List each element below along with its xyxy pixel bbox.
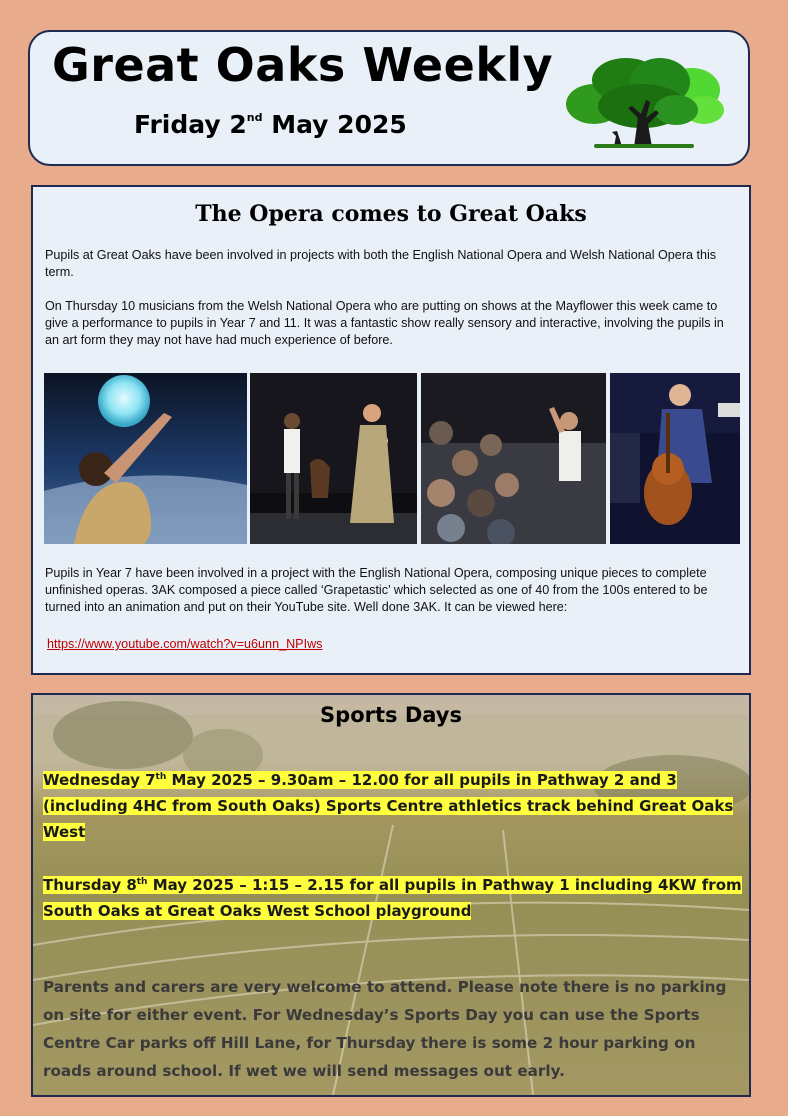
masthead <box>28 30 750 166</box>
opera-paragraph-1: Pupils at Great Oaks have been involved in projects with both the English National Opera and Welsh National Opera this term. <box>45 248 717 279</box>
opera-paragraph-3: Pupils in Year 7 have been involved in a project with the English National Opera, composing unique pieces to complete unfinished operas. 3AK composed a piece called ‘Grapetastic’ which selected as one of 40 from the 100s entered to be turned into an animation and put on their YouTube site. Well done 3AK. It can be viewed here: <box>45 566 708 614</box>
youtube-link[interactable]: https://www.youtube.com/watch?v=u6unn_NPIws <box>47 637 323 651</box>
oak-tree-icon <box>564 52 726 150</box>
issue-date: Friday 2nd May 2025 <box>134 110 407 139</box>
parents-notice: Parents and carers are very welcome to attend. Please note there is no parking on site for either event. For Wednesday’s Sports Day you can use the Sports Centre Car parks off Hill Lane, for Thursday there is some 2 hour parking on roads around school. If wet we will send messages out early. <box>43 978 727 1080</box>
newsletter-title: Great Oaks Weekly <box>52 38 554 92</box>
opera-section <box>31 185 751 675</box>
cellist-photo <box>610 373 740 544</box>
sports-event-thursday: Thursday 8th May 2025 – 1:15 – 2.15 for all pupils in Pathway 1 including 4KW from South Oaks at Great Oaks West School playground <box>43 876 742 920</box>
sports-days-section <box>31 693 751 1097</box>
singers-with-lanterns-photo <box>250 373 417 544</box>
opera-paragraph-2: On Thursday 10 musicians from the Welsh National Opera who are putting on shows at the Mayflower this week came to give a performance to pupils in Year 7 and 11. It was a fantastic show really sensory and interactive, involving the pupils in an art form they may not have had much experience of before. <box>45 299 724 347</box>
sports-event-wednesday: Wednesday 7th May 2025 – 9.30am – 12.00 for all pupils in Pathway 2 and 3 (including 4HC from South Oaks) Sports Centre athletics track behind Great Oaks West <box>43 771 734 841</box>
sports-heading: Sports Days <box>320 703 462 727</box>
performer-with-glowing-orb-photo <box>44 373 247 544</box>
opera-heading: The Opera comes to Great Oaks <box>195 201 587 227</box>
audience-and-performer-photo <box>421 373 606 544</box>
